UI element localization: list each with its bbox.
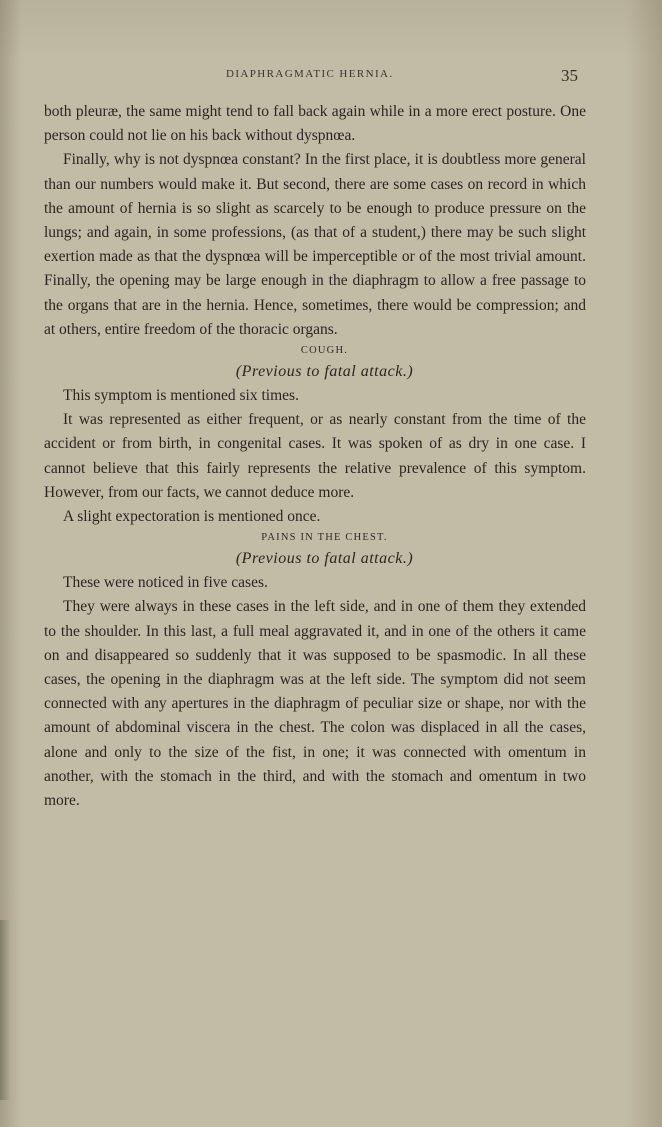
page-edge-stain (0, 920, 10, 1100)
paragraph-dyspnoea: Finally, why is not dyspnœa constant? In the first place, it is doubtless more general than our numbers would make it. But second, there are some cases on record in which the amount of hernia is so slight as scarcely to be enough to produce pressure on the lungs; and again, in some professions, (as that of a student,) there may be such slight exertion made as that the dyspnœa will be imperceptible or of the most trivial amount. Finally, the opening may be large enough in the diaphragm to allow a free passage to the organs that are in the hernia. Hence, sometimes, there would be compression; and at others, entire freedom of the thoracic organs. (44, 151, 586, 338)
paragraph-cough-1: This symptom is mentioned six times. (63, 387, 299, 405)
section-heading-pains: PAINS IN THE CHEST. (261, 532, 388, 544)
running-head (0, 66, 662, 86)
paragraph-continued: both pleuræ, the same might tend to fall back again while in a more erect posture. One person could not lie on his back without dyspnœa. (44, 103, 586, 145)
running-title: DIAPHRAGMATIC HERNIA. (226, 68, 394, 80)
paragraph-pains-2: They were always in these cases in the left side, and in one of them they extended to the shoulder. In this last, a full meal aggravated it, and in one of the others it came on and disappeared so suddenly that it was supposed to be spasmodic. In all these cases, the opening in the diaphragm was at the left side. The symptom did not seem connected with any apertures in the diaphragm of peculiar size or shape, nor with the amount of abdominal viscera in the chest. The colon was displaced in all the cases, alone and only to the size of the fist, in one; it was connected with omentum in another, with the stomach in the third, and with the stomach and omentum in two more. (44, 598, 586, 810)
paragraph-cough-3: A slight expectoration is mentioned once. (63, 508, 321, 526)
paragraph-cough-2: It was represented as either frequent, or as nearly constant from the time of the accident or from birth, in congenital cases. It was spoken of as dry in one case. I cannot believe that this fairly represents the relative prevalence of this symptom. However, from our facts, we cannot deduce more. (44, 411, 586, 501)
section-subheading-pains: (Previous to fatal attack.) (235, 550, 414, 568)
section-subheading-cough: (Previous to fatal attack.) (235, 363, 414, 381)
page-number: 35 (561, 66, 578, 85)
body-text (44, 100, 586, 813)
paragraph-pains-1: These were noticed in five cases. (63, 574, 268, 592)
section-heading-cough: COUGH. (300, 345, 349, 357)
